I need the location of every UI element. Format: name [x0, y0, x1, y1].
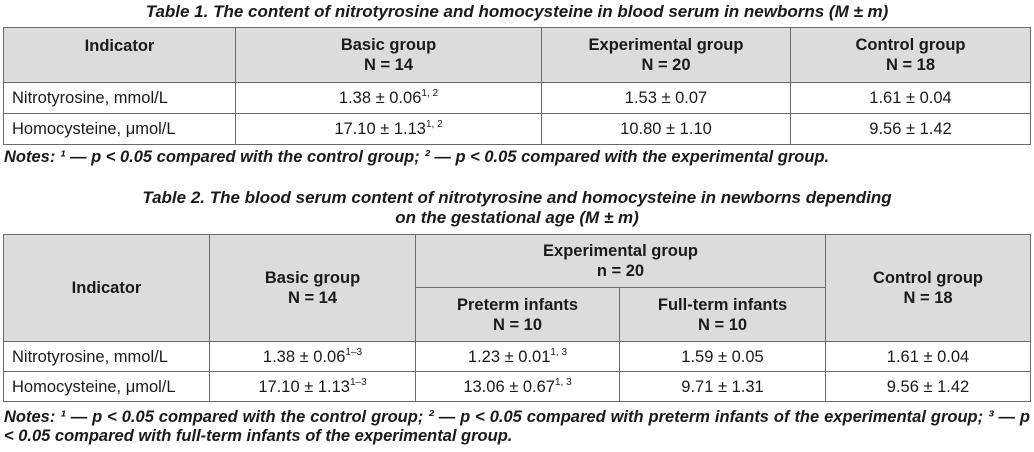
preterm-value: $13.06 \pm 0.67^{1, 3}$: [416, 372, 620, 402]
basic-value: $1.38 \pm 0.06^{1, 2}$: [236, 83, 542, 114]
fullterm-value: 9.71 ± 1.31: [620, 372, 826, 402]
row-label: Homocysteine, μmol/L: [4, 114, 236, 145]
table-row: [4, 372, 1031, 402]
basic-value: $1.38 \pm 0.06^{1-3}$: [210, 342, 416, 372]
table2-notes: Notes: ¹ — p < 0.05 compared with the control group; ² — p < 0.05 compared with preterm infants of the experimental group; ³ — p < 0.05 compared with full-term infants of the experimental group.: [4, 408, 1030, 445]
table-row: [4, 83, 1031, 114]
table2-header-row-1: [4, 235, 1031, 288]
basic-value: $17.10 \pm 1.13^{1, 2}$: [236, 114, 542, 145]
table2-header-fullterm: Full-term infants N = 10: [620, 288, 826, 342]
table2-caption: Table 2. The blood serum content of nitrotyrosine and homocysteine in newborns depending on the gestational age (M ± m): [142, 188, 892, 227]
control-value: 9.56 ± 1.42: [791, 114, 1031, 145]
basic-value: $17.10 \pm 1.13^{1-3}$: [210, 372, 416, 402]
control-value: 1.61 ± 0.04: [791, 83, 1031, 114]
table1-header-experimental: Experimental group N = 20: [542, 28, 791, 83]
table2-header-basic: Basic group N = 14: [210, 235, 416, 342]
table2-header-experimental: Experimental group n = 20: [416, 235, 826, 288]
table1-header-indicator: Indicator: [4, 28, 236, 83]
table1-header-row: [4, 28, 1031, 83]
experimental-value: 10.80 ± 1.10: [542, 114, 791, 145]
preterm-value: $1.23 \pm 0.01^{1, 3}$: [416, 342, 620, 372]
table-row: [4, 114, 1031, 145]
experimental-value: 1.53 ± 0.07: [542, 83, 791, 114]
table2-header-preterm: Preterm infants N = 10: [416, 288, 620, 342]
table1-caption: Table 1. The content of nitrotyrosine and homocysteine in blood serum in newborns (M ± m): [145, 2, 889, 21]
table2: [3, 234, 1031, 402]
control-value: 9.56 ± 1.42: [826, 372, 1031, 402]
row-label: Nitrotyrosine, mmol/L: [4, 83, 236, 114]
control-value: 1.61 ± 0.04: [826, 342, 1031, 372]
row-label: Homocysteine, μmol/L: [4, 372, 210, 402]
row-label: Nitrotyrosine, mmol/L: [4, 342, 210, 372]
table2-header-indicator: Indicator: [4, 235, 210, 342]
fullterm-value: 1.59 ± 0.05: [620, 342, 826, 372]
table1: [3, 27, 1031, 145]
table1-header-control: Control group N = 18: [791, 28, 1031, 83]
table1-header-basic: Basic group N = 14: [236, 28, 542, 83]
table-row: [4, 342, 1031, 372]
table1-notes: Notes: ¹ — p < 0.05 compared with the control group; ² — p < 0.05 compared with the experimental group.: [4, 148, 830, 166]
table2-header-control: Control group N = 18: [826, 235, 1031, 342]
